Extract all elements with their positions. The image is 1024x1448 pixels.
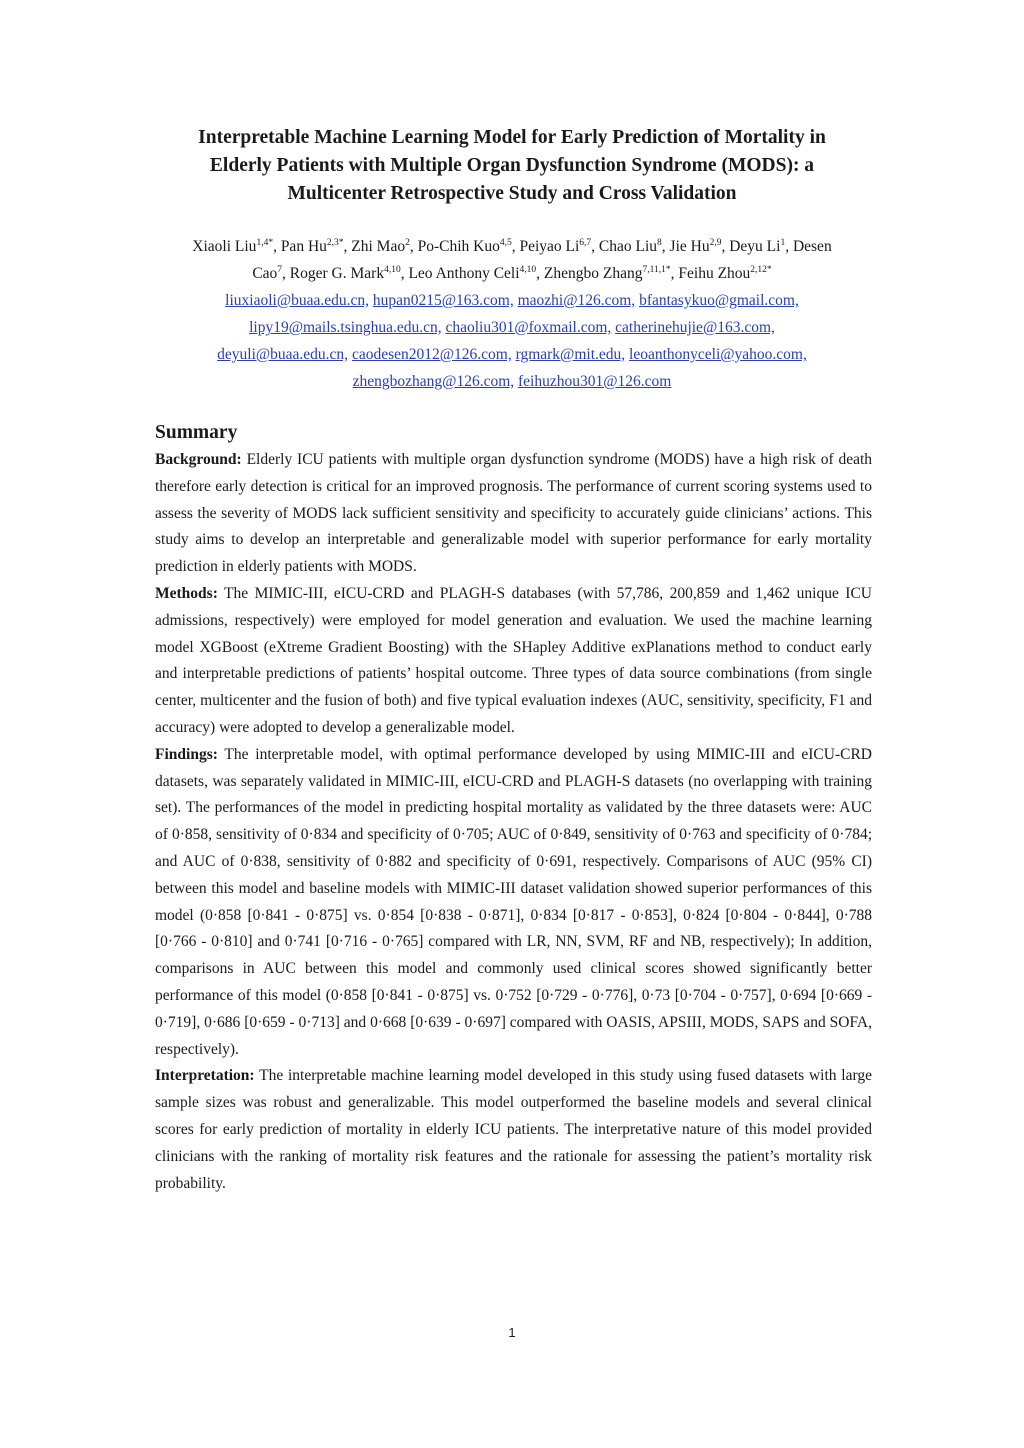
author-name: Pan Hu	[280, 238, 327, 255]
email-link[interactable]: zhengbozhang@126.com,	[352, 373, 515, 390]
author-affiliation: 2,12*	[750, 264, 772, 275]
methods-label: Methods:	[155, 584, 218, 602]
author-affiliation: 4,10	[384, 264, 401, 275]
author-affiliation: 7,11,1*	[642, 264, 671, 275]
background-label: Background:	[155, 451, 242, 468]
page-number: 1	[508, 1325, 516, 1340]
email-line	[150, 368, 874, 395]
email-link[interactable]: catherinehujie@163.com,	[615, 319, 775, 336]
title-line: Interpretable Machine Learning Model for Early Prediction of Mortality in	[198, 127, 826, 148]
author-affiliation: 1,4*	[256, 237, 274, 248]
author-affiliation: 4,10	[519, 264, 537, 275]
email-link[interactable]: deyuli@buaa.edu.cn,	[217, 346, 349, 363]
author-affiliation: 2,3*	[326, 237, 344, 248]
author-name: Zhi Mao	[351, 238, 406, 255]
methods-text: The MIMIC-III, eICU-CRD and PLAGH-S databases (with 57,786, 200,859 and 1,462 unique ICU admissions, respectively) were employed for model generation and evaluation. We used the machine learning model XGBoost (eXtreme Gradient Boosting) with the SHapley Additive exPlanations method to conduct early and interpretable predictions of patients’ hospital outcome. Three types of data source combinations (from single center, multicenter and the fusion of both) and five typical evaluation indexes (AUC, sensitivity, specificity, F1 and accuracy) were adopted to develop a generalizable model.	[155, 584, 872, 736]
author-name: Xiaoli Liu	[192, 238, 257, 255]
author-name: Chao Liu	[598, 238, 658, 255]
author-name: Roger G. Mark	[289, 265, 385, 282]
author-name: Peiyao Li	[519, 238, 580, 255]
email-line	[150, 341, 874, 368]
summary-heading: Summary	[155, 422, 238, 443]
email-link[interactable]: liuxiaoli@buaa.edu.cn,	[225, 292, 369, 309]
author-affiliation: 4,5	[499, 237, 512, 248]
author-name-part: Cao	[252, 265, 278, 282]
interpretation-text: The interpretable machine learning model developed in this study using fused datasets with large sample sizes was robust and generalizable. This model outperformed the baseline models and several clinical scores for early prediction of mortality in elderly ICU patients. The interpretative nature of this model provided clinicians with the ranking of mortality risk features and the rationale for assessing the patient’s mortality risk probability.	[155, 1067, 872, 1192]
author-affiliation: 8	[657, 237, 662, 248]
email-link[interactable]: chaoliu301@foxmail.com,	[445, 319, 612, 336]
title-line: Elderly Patients with Multiple Organ Dysfunction Syndrome (MODS): a	[209, 155, 815, 176]
findings-paragraph	[155, 742, 872, 1064]
background-paragraph	[155, 447, 872, 581]
summary-body	[155, 447, 872, 1197]
email-link[interactable]: maozhi@126.com,	[517, 292, 636, 309]
email-line	[150, 287, 874, 314]
author-name: Deyu Li	[729, 238, 781, 255]
email-line	[150, 314, 874, 341]
author-line: Cao$^7$, Roger G. Mark$^{4,10}$, Leo Anthony Celi$^{4,10}$, Zhengbo Zhang$^{7,11,1*}$, Feihu Zhou$^{2,12*}$	[252, 264, 772, 282]
author-affiliation: 2	[405, 237, 410, 248]
background-text: Elderly ICU patients with multiple organ dysfunction syndrome (MODS) have a high risk of death therefore early detection is critical for an improved prognosis. The performance of current scoring systems used to assess the severity of MODS lack sufficient sensitivity and specificity to accurately guide clinicians’ actions. This study aims to develop an interpretable and generalizable model with superior performance for early mortality prediction in elderly patients with MODS.	[155, 451, 873, 576]
author-name: Po-Chih Kuo	[417, 238, 500, 255]
email-link[interactable]: bfantasykuo@gmail.com,	[639, 292, 799, 309]
email-link[interactable]: lipy19@mails.tsinghua.edu.cn,	[249, 319, 442, 336]
author-name-part: Desen	[792, 238, 832, 255]
author-name: Leo Anthony Celi	[408, 265, 520, 282]
paper-title	[150, 124, 874, 208]
email-link[interactable]: hupan0215@163.com,	[372, 292, 514, 309]
author-affiliation: 2,9	[709, 237, 722, 248]
interpretation-paragraph	[155, 1063, 872, 1197]
author-name: Jie Hu	[669, 238, 710, 255]
findings-text: The interpretable model, with optimal performance developed by using MIMIC-III and eICU-CRD datasets, was separately validated in MIMIC-III, eICU-CRD and PLAGH-S datasets (no overlapping with training set). The performances of the model in predicting hospital mortality as validated by the three datasets were: AUC of 0·858, sensitivity of 0·834 and specificity of 0·705; AUC of 0·849, sensitivity of 0·763 and specificity of 0·784; and AUC of 0·838, sensitivity of 0·882 and specificity of 0·691, respectively. Comparisons of AUC (95% CI) between this model and baseline models with MIMIC-III dataset validation showed superior performances of this model (0·858 [0·841 - 0·875] vs. 0·854 [0·838 - 0·871], 0·834 [0·817 - 0·853], 0·824 [0·804 - 0·844], 0·788 [0·766 - 0·810] and 0·741 [0·716 - 0·765] compared with LR, NN, SVM, RF and NB, respectively); In addition, comparisons in AUC between this model and commonly used clinical scores showed significantly better performance of this model (0·858 [0·841 - 0·875] vs. 0·752 [0·729 - 0·776], 0·73 [0·704 - 0·757], 0·694 [0·669 - 0·719], 0·686 [0·659 - 0·713] and 0·668 [0·639 - 0·697] compared with OASIS, APSIII, MODS, SAPS and SOFA, respectively).	[155, 745, 872, 1058]
author-line: Xiaoli Liu$^{1,4*}$, Pan $Hu^{2,3*}$, Zhi Mao$^2$, Po-Chih Kuo$^{4,5}$, Peiyao Li$^{6,7}$, Chao Liu$^8$, Jie Hu$^{2,9}$, Deyu Li$^1$, Desen	[192, 237, 832, 255]
email-link[interactable]: leoanthonyceli@yahoo.com,	[629, 346, 807, 363]
findings-label: Findings:	[155, 745, 218, 763]
email-link[interactable]: feihuzhou301@126.com	[518, 373, 672, 390]
email-link[interactable]: caodesen2012@126.com,	[351, 346, 512, 363]
author-affiliation: 1	[780, 237, 786, 248]
author-affiliation: 6,7	[579, 237, 592, 248]
title-line: Multicenter Retrospective Study and Cross Validation	[287, 183, 737, 204]
author-name: Zhengbo Zhang	[543, 265, 643, 282]
author-block	[150, 233, 874, 395]
methods-paragraph	[155, 581, 872, 742]
email-link[interactable]: rgmark@mit.edu,	[515, 346, 626, 363]
author-affiliation: 7	[277, 264, 283, 275]
author-name: Feihu Zhou	[678, 265, 751, 282]
interpretation-label: Interpretation:	[155, 1067, 255, 1085]
